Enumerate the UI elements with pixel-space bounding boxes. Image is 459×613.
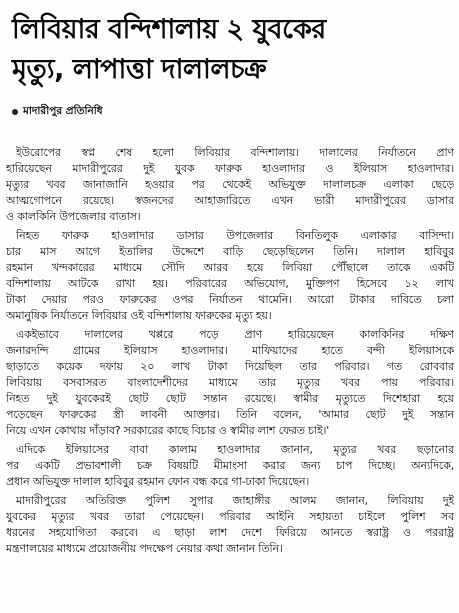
byline-text: মাদারীপুর প্রতিনিধি [23,104,103,117]
paragraph-line: মাদারীপুরের অতিরিক্ত পুলিশ সুপার জাহাঙ্গীর আলম জানান, লিবিয়ায় দুই [16,494,454,507]
paragraph-line: প্রধান অভিযুক্ত দালাল হাবিবুর রহমান ফোন বন্ধ করে গা-ঢাকা দিয়েছেন। [6,475,310,488]
paragraph-line: হারিয়েছেন মাদারীপুরের দুই যুবক ফারুক হাওলাদার ও ইলিয়াস হাওলাদার। [6,162,454,175]
paragraph-5 [6,493,454,557]
paragraph-line: চার মাস আগে ইতালির উদ্দেশে বাড়ি ছেড়েছিলেন তিনি। দালাল হাবিবুর [6,245,454,258]
paragraph-line: অমানুষিক নির্যাতনে লিবিয়ার ওই বন্দিশালায় ফারুকের মৃত্যু হয়। [6,309,272,322]
headline [0,0,459,90]
headline-line-2: মৃত্যু, লাপাত্তা দালালচক্র [12,54,267,85]
paragraph-2 [6,228,454,324]
paragraph-line: আত্মগোপনে রয়েছে। স্বজনদের আহাজারিতে এখন ভারী মাদারীপুরের ডাসার [6,194,454,207]
paragraph-line: নিহত ফারুক হাওলাদার ডাসার উপজেলার বিনতিলুক এলাকার বাসিন্দা। [16,229,454,242]
paragraph-line: লিবিয়ায় বসবাসরত বাংলাদেশীদের মাধ্যমে তার মৃত্যুর খবর পায় পরিবার। [6,376,454,389]
paragraph-line: একইভাবে দালালের খপ্পরে পড়ে প্রাণ হারিয়েছেন কালকিনির দক্ষিণ [16,328,454,341]
paragraph-line: ইউরোপের স্বপ্ন শেষ হলো লিবিয়ার বন্দিশালায়। দালালের নির্যাতনে প্রাণ [16,146,454,159]
paragraph-line: জনারদন্দি গ্রামের ইলিয়াস হাওলাদার। মাফিয়াদের হাতে বন্দী ইলিয়াসকে [6,344,454,357]
paragraph-line: বন্দিশালায় আটকে রাখা হয়। পরিবারের অভিযোগ, মুক্তিপণ হিসেবে ১২ লাখ [6,277,454,290]
paragraph-line: রহমান খন্দকারের মাধ্যমে সৌদি আরব হয়ে লিবিয়া পৌঁছালে তাকে একটি [6,261,454,274]
byline [12,104,459,120]
paragraph-line: এদিকে ইলিয়াসের বাবা কালাম হাওলাদার জানান, মৃত্যুর খবর ছড়ানোর [16,443,454,456]
paragraph-line: ধরনের সহযোগিতা করবে। এ ছাড়া লাশ দেশে ফিরিয়ে আনতে স্বরাষ্ট্র ও পররাষ্ট্র [6,526,454,539]
paragraph-line: নিয়ে এখন কোথায় দাঁড়াব? সরকারের কাছে বিচার ও স্বামীর লাশ ফেরত চাই।' [6,424,330,437]
paragraph-1 [6,145,454,225]
paragraph-line: টাকা দেয়ার পরও ফারুকের ওপর নির্যাতন থামেনি। আরো টাকার দাবিতে চলা [6,293,454,306]
paragraph-line: নিহত দুই যুবকেরই ছোট ছোট সন্তান রয়েছে। স্বামীর মৃত্যুতে দিশেহারা হয়ে [6,392,454,405]
headline-line-1: লিবিয়ার বন্দিশালায় ২ যুবকের [12,14,326,45]
paragraph-line: পড়েছেন ফারুকের স্ত্রী লাবনী আক্তার। তিনি বলেন, 'আমার ছোট দুই সন্তান [6,408,454,421]
paragraph-3 [6,327,454,439]
paragraph-line: যুবকের মৃত্যুর খবর তারা পেয়েছেন। পরিবার আইনি সহায়তা চাইলে পুলিশ সব [6,510,454,523]
paragraph-4 [6,442,454,490]
paragraph-line: ও কালকিনি উপজেলার বাতাস। [6,210,141,223]
paragraph-line: পর একটি প্রভাবশালী চক্র বিষয়টি মীমাংসা করার জন্য চাপ দিচ্ছে। অন্যদিকে, [6,459,454,472]
article-body [6,145,454,560]
bullet-icon [12,109,18,115]
paragraph-line: ছাড়াতে কয়েক দফায় ২০ লাখ টাকা দিয়েছিল তার পরিবার। গত রোববার [6,360,454,373]
paragraph-line: মন্ত্রণালয়ের মাধ্যমে প্রয়োজনীয় পদক্ষেপ নেয়ার কথা জানান তিনি। [6,542,283,555]
paragraph-line: মৃত্যুর খবর জানাজানি হওয়ার পর থেকেই অভিযুক্ত দালালচক্র এলাকা ছেড়ে [6,178,454,191]
